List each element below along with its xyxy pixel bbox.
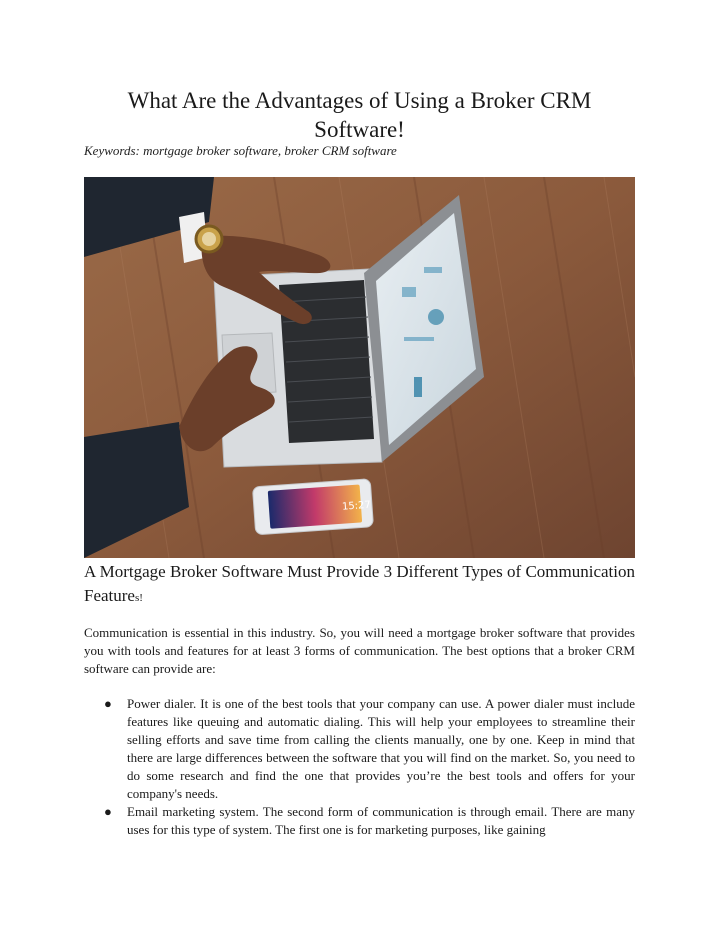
phone-clock: 15:27	[341, 499, 372, 513]
bullet-icon: ●	[104, 804, 112, 819]
keywords-line: Keywords: mortgage broker software, broker CRM software	[84, 143, 397, 158]
section-heading-suffix: s!	[134, 592, 143, 604]
laptop-photo	[84, 177, 635, 558]
bullet-icon: ●	[104, 696, 112, 711]
intro-paragraph: Communication is essential in this industry. So, you will need a mortgage broker software that provides you with tools and features for at least 3 forms of communication. The best options that a broker CRM software can provide are:	[84, 625, 635, 676]
list-item	[84, 695, 635, 803]
list-item	[84, 803, 635, 839]
section-heading	[84, 560, 635, 610]
section-heading-text: A Mortgage Broker Software Must Provide 3 Different Types of Communication Feature	[84, 562, 635, 605]
communication-list	[84, 695, 635, 839]
list-item-text: Email marketing system. The second form of communication is through email. There are many uses for this type of system. The first one is for marketing purposes, like gaining	[127, 804, 635, 837]
document-title: What Are the Advantages of Using a Broker CRM Software!	[127, 88, 592, 142]
laptop-photo-illustration	[84, 177, 635, 558]
list-item-text: Power dialer. It is one of the best tools that your company can use. A power dialer must include features like queuing and automatic dialing. This will help your employees to streamline their selling efforts and save time from calling the clients manually, one by one. Keep in mind that there are large differences between the software that you will find on the market. So, you need to do some research and find the one that provides you’re the best tools and offers for your company's needs.	[127, 696, 635, 801]
